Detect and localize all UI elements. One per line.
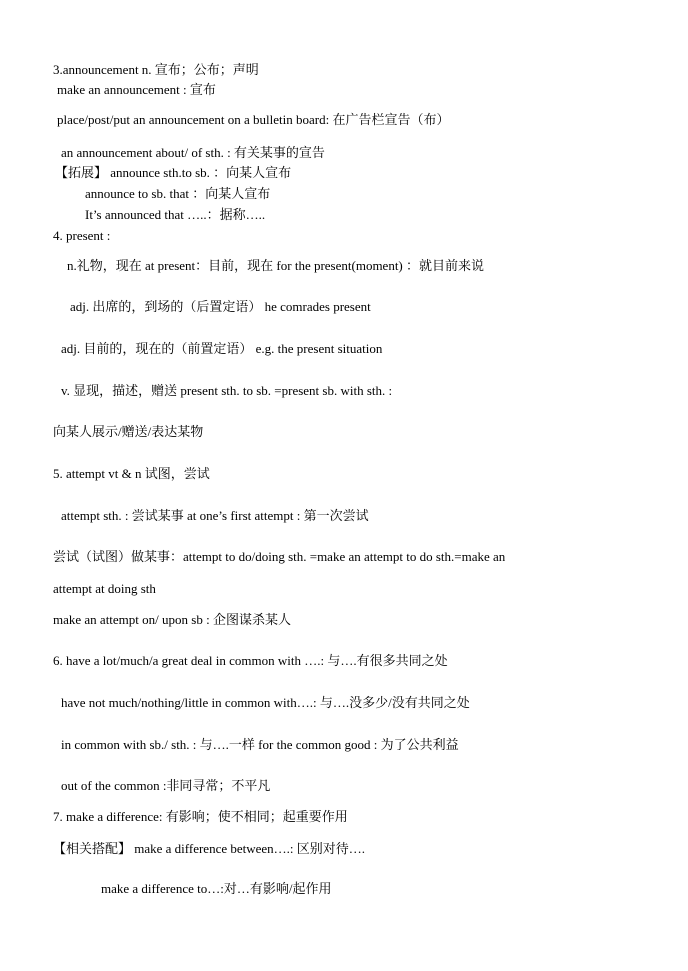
line-13: 向某人展示/赠送/表达某物 [53,424,204,439]
line-18: make an attempt on/ upon sb : 企图谋杀某人 [53,612,291,627]
line-06: announce to sb. that ：向某人宣布 [85,186,271,201]
line-07: It’s announced that …..：据称….. [85,207,266,222]
line-08: 4. present : [53,228,111,243]
line-25: make a difference to…:对…有影响/起作用 [101,881,332,896]
line-14: 5. attempt vt & n 试图，尝试 [53,466,210,481]
line-11: adj. 目前的，现在的（前置定语） e.g. the present situation [61,341,383,356]
line-24: 【相关搭配】 make a difference between….: 区别对待…. [53,841,366,856]
line-02: make an announcement : 宣布 [57,82,216,97]
line-05: 【拓展】 announce sth.to sb. ：向某人宣布 [55,165,292,180]
line-09: n.礼物，现在 at present：目前，现在 for the present(moment) ：就目前来说 [67,258,485,273]
line-01: 3.announcement n. 宣布；公布；声明 [53,62,259,77]
line-15: attempt sth. : 尝试某事 at one’s first attempt : 第一次尝试 [61,508,369,523]
line-21: in common with sb./ sth. : 与….一样 for the common good : 为了公共利益 [61,737,459,752]
line-16: 尝试（试图）做某事：attempt to do/doing sth. =make an attempt to do sth.=make an [53,549,506,564]
line-12: v. 显现，描述，赠送 present sth. to sb. =present sb. with sth. : [61,383,393,398]
line-22: out of the common :非同寻常；不平凡 [61,778,271,793]
line-03: place/post/put an announcement on a bulletin board: 在广告栏宣告（布） [57,112,450,127]
line-17: attempt at doing sth [53,581,156,596]
line-04: an announcement about/ of sth. : 有关某事的宣告 [61,145,325,160]
line-20: have not much/nothing/little in common with….: 与….没多少/没有共同之处 [61,695,470,710]
line-23: 7. make a difference: 有影响；使不相同；起重要作用 [53,809,348,824]
line-19: 6. have a lot/much/a great deal in common with ….: 与….有很多共同之处 [53,653,448,668]
line-10: adj. 出席的，到场的（后置定语） he comrades present [70,299,371,314]
